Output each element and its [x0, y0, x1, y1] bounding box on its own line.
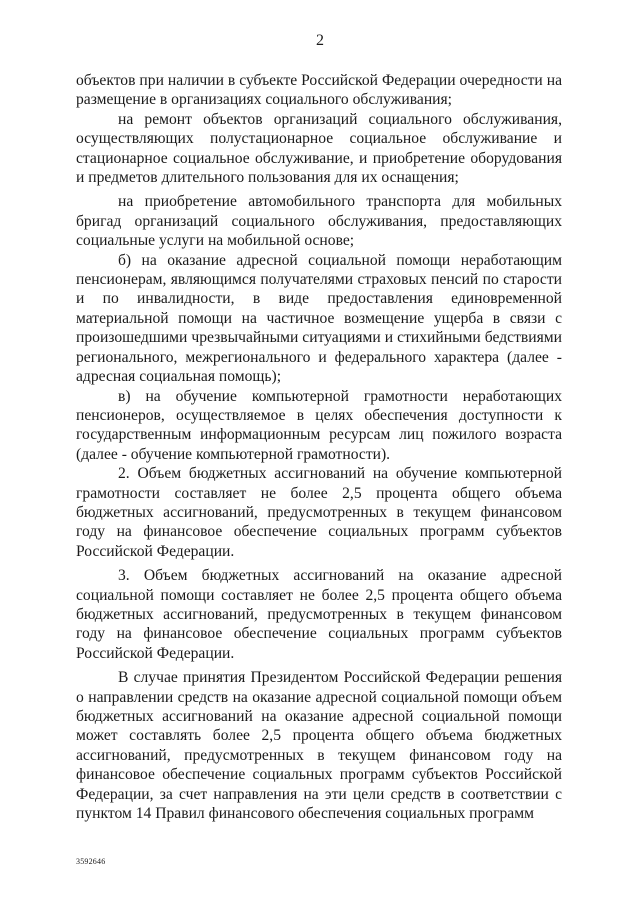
paragraph-item-b: б) на оказание адресной социальной помощи неработающим пенсионерам, являющимся получателями страховых пенсий по старости и по инвалидности, в виде предоставления единовременной материальной помощи на частичное возмещение ущерба в связи с произошедшими чрезвычайными ситуациями и стихийными бедствиями регионального, межрегионального и федерального характера (далее - адресная социальная помощь); [76, 251, 562, 386]
paragraph-repair-objects: на ремонт объектов организаций социального обслуживания, осуществляющих полустационарное социальное обслуживание и стационарное социальное обслуживание, и приобретение оборудования и предметов длительного пользования для их оснащения; [76, 110, 562, 187]
document-code: 3592646 [76, 857, 106, 866]
paragraph-continuation: объектов при наличии в субъекте Российской Федерации очередности на размещение в организациях социального обслуживания; [76, 72, 562, 109]
paragraph-president-decision: В случае принятия Президентом Российской Федерации решения о направлении средств на оказание адресной социальной помощи объем бюджетных ассигнований на оказание адресной социальной помощи может составлять более 2,5 процента общего объема бюджетных ассигнований, предусмотренных в текущем финансовом году на финансовое обеспечение социальных программ субъектов Российской Федерации, за счет направления на эти цели средств в соответствии с пунктом 14 Правил финансового обеспечения социальных программ [76, 669, 562, 823]
paragraph-point-2: 2. Объем бюджетных ассигнований на обучение компьютерной грамотности составляет не более 2,5 процента общего объема бюджетных ассигнований, предусмотренных в текущем финансовом году на финансовое обеспечение социальных программ субъектов Российской Федерации. [76, 465, 562, 560]
document-body [76, 71, 562, 823]
paragraph-point-3: 3. Объем бюджетных ассигнований на оказание адресной социальной помощи составляет не более 2,5 процента общего объема бюджетных ассигнований, предусмотренных в текущем финансовом году на финансовое обеспечение социальных программ субъектов Российской Федерации. [76, 567, 562, 662]
paragraph-vehicle-purchase: на приобретение автомобильного транспорта для мобильных бригад организаций социального обслуживания, предоставляющих социальные услуги на мобильной основе; [76, 193, 562, 250]
page-number: 2 [316, 32, 324, 49]
paragraph-item-v: в) на обучение компьютерной грамотности неработающих пенсионеров, осуществляемое в целях обеспечения доступности к государственным информационным ресурсам лиц пожилого возраста (далее - обучение компьютерной грамотности). [76, 387, 562, 463]
